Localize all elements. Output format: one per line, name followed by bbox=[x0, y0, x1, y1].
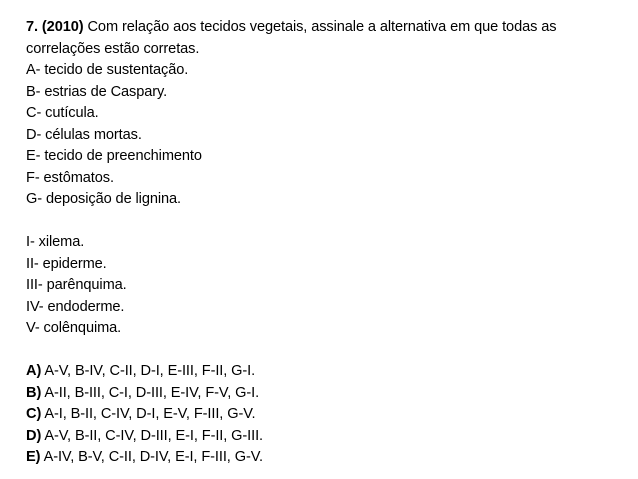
roman-column-list bbox=[26, 232, 632, 340]
letter-column-list bbox=[26, 60, 632, 211]
roman-item-ii: II- epiderme. bbox=[26, 255, 107, 272]
letter-item-e: E- tecido de preenchimento bbox=[26, 148, 202, 164]
letter-item-g: G- deposição de lignina. bbox=[26, 191, 181, 207]
option-label: D) bbox=[26, 427, 42, 444]
letter-item-b: B- estrias de Caspary. bbox=[26, 83, 168, 100]
option-label: B) bbox=[26, 384, 42, 401]
option-text: A-V, B-II, C-IV, D-III, E-I, F-II, G-III. bbox=[44, 427, 263, 444]
answer-options bbox=[26, 361, 632, 469]
option-text: A-IV, B-V, C-II, D-IV, E-I, F-III, G-V. bbox=[43, 449, 263, 465]
letter-item-d: D- células mortas. bbox=[26, 126, 142, 143]
letter-item-a: A- tecido de sustentação. bbox=[26, 62, 189, 78]
question-text: Com relação aos tecidos vegetais, assinale a alternativa em que todas as correlações estão corretas. bbox=[26, 19, 557, 57]
option-b bbox=[26, 383, 632, 405]
spacer bbox=[26, 211, 632, 233]
question-number: 7. (2010) bbox=[26, 19, 84, 35]
question-statement bbox=[26, 17, 632, 60]
letter-item-f: F- estômatos. bbox=[26, 169, 114, 186]
option-c bbox=[26, 404, 632, 426]
option-e bbox=[26, 447, 632, 469]
letter-item-c: C- cutícula. bbox=[26, 105, 99, 121]
roman-item-iii: III- parênquima. bbox=[26, 277, 127, 293]
question-slide bbox=[26, 17, 632, 469]
spacer bbox=[26, 340, 632, 362]
roman-item-i: I- xilema. bbox=[26, 234, 85, 250]
option-text: A-V, B-IV, C-II, D-I, E-III, F-II, G-I. bbox=[44, 363, 256, 379]
option-text: A-I, B-II, C-IV, D-I, E-V, F-III, G-V. bbox=[44, 406, 256, 422]
option-label: A) bbox=[26, 363, 42, 379]
roman-item-v: V- colênquima. bbox=[26, 320, 122, 336]
option-label: C) bbox=[26, 406, 42, 422]
option-d bbox=[26, 426, 632, 448]
option-text: A-II, B-III, C-I, D-III, E-IV, F-V, G-I. bbox=[44, 384, 260, 401]
roman-item-iv: IV- endoderme. bbox=[26, 298, 125, 315]
option-a bbox=[26, 361, 632, 383]
option-label: E) bbox=[26, 449, 41, 465]
